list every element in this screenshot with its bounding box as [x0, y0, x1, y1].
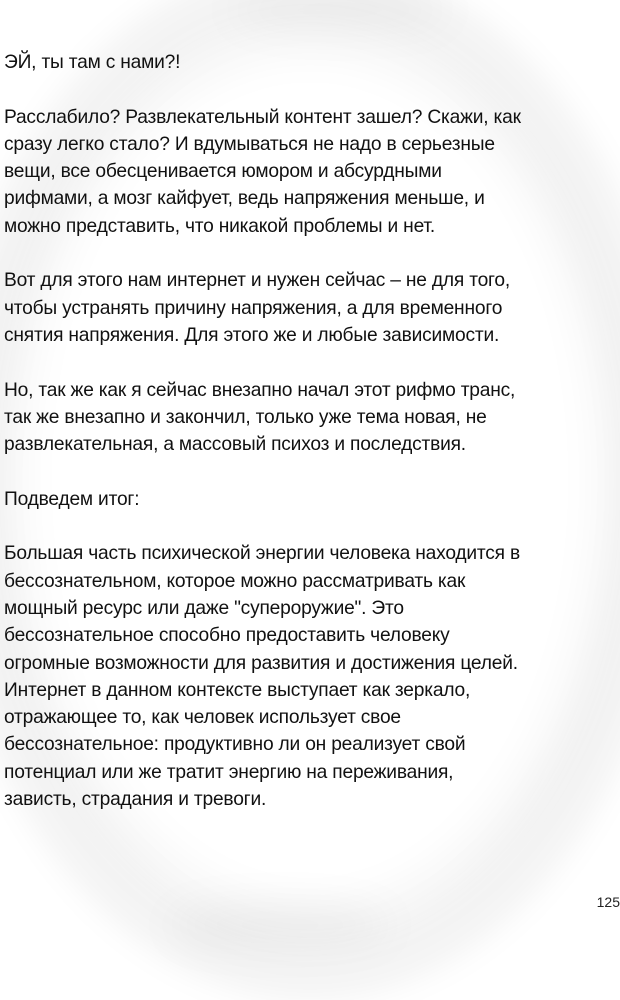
paragraph-unconscious-energy: Большая часть психической энергии человека находится в бессознательном, которое можно рассматривать как мощный ресурс или даже "супероружие". Это бессознательное способно предоставить человеку огромные возможности для развития и достижения целей. Интернет в данном контексте выступает как зеркало, отражающее то, как человек использует свое бессознательное: продуктивно ли он реализует свой потенциал или же тратит энергию на переживания, зависть, страдания и тревоги. [4, 543, 520, 811]
paragraph-rhyme-trance: Но, так же как я сейчас внезапно начал этот рифмо транс, так же внезапно и закончил, только уже тема новая, не развлекательная, а массовый психоз и последствия. [4, 379, 516, 456]
paragraph-entertainment: Расслабило? Развлекательный контент зашел? Скажи, как сразу легко стало? И вдумываться не надо в серьезные вещи, все обесценивается юмором и абсурдными рифмами, а мозг кайфует, ведь напряжения меньше, и можно представить, что никакой проблемы и нет. [4, 106, 521, 237]
paragraph-summary-label: Подведем итог: [4, 488, 140, 510]
page-number: 125 [596, 894, 620, 910]
background-shadow-bottom [170, 905, 390, 945]
background-shadow-top [230, 0, 450, 30]
paragraph-internet-purpose: Вот для этого нам интернет и нужен сейчас – не для того, чтобы устранять причину напряжения, а для временного снятия напряжения. Для этого же и любые зависимости. [4, 270, 511, 346]
page-body [4, 49, 616, 813]
heading-exclamation: ЭЙ, ты там с нами?! [4, 52, 181, 73]
